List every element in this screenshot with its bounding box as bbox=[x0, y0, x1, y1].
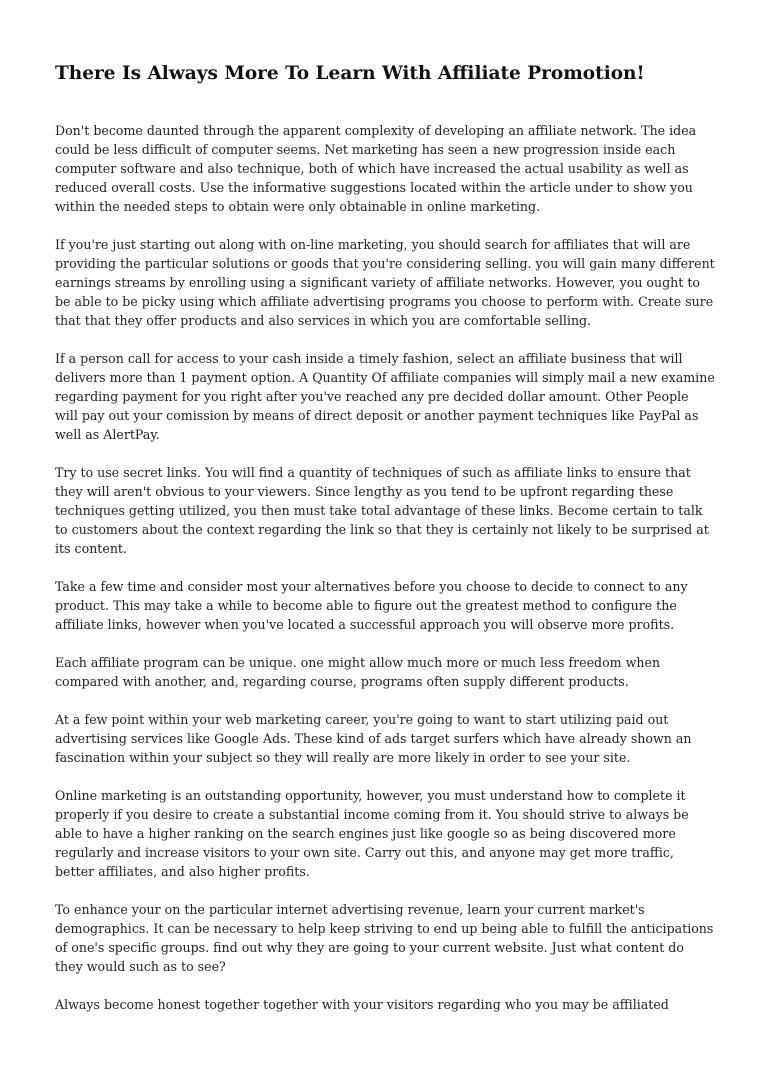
paragraph-1: Don't become daunted through the apparent complexity of developing an affiliate network. The idea could be less difficult of computer seems. Net marketing has seen a new progression inside each computer software and also technique, both of which have increased the actual usability as well as reduced overall costs. Use the informative suggestions located within the article under to show you within the needed steps to obtain were only obtainable in online marketing. bbox=[55, 123, 697, 214]
paragraph-8: Online marketing is an outstanding opportunity, however, you must understand how to complete it properly if you desire to create a substantial income coming from it. You should strive to always be able to have a higher ranking on the search engines just like google so as being discovered more regularly and increase visitors to your own site. Carry out this, and anyone may get more traffic, better affiliates, and also higher profits. bbox=[55, 788, 689, 879]
paragraph-4: Try to use secret links. You will find a quantity of techniques of such as affiliate links to ensure that they will aren't obvious to your viewers. Since lengthy as you tend to be upfront regarding these techniques getting utilized, you then must take total advantage of these links. Become certain to talk to customers about the context regarding the link so that they is certainly not likely to be surprised at its content. bbox=[55, 465, 709, 556]
paragraph-2: If you're just starting out along with on-line marketing, you should search for affiliates that will are providing the particular solutions or goods that you're considering selling. you will gain many different earnings streams by enrolling using a significant variety of affiliate networks. However, you ought to be able to be picky using which affiliate advertising programs you choose to perform with. Create sure that that they offer products and also services in which you are comfortable selling. bbox=[55, 237, 715, 328]
paragraph-3: If a person call for access to your cash inside a timely fashion, select an affiliate business that will delivers more than 1 payment option. A Quantity Of affiliate companies will simply mail a new examine regarding payment for you right after you've reached any pre decided dollar amount. Other People will pay out your comission by means of direct deposit or another payment techniques like PayPal as well as AlertPay. bbox=[55, 351, 715, 442]
paragraph-7: At a few point within your web marketing career, you're going to want to start utilizing paid out advertising services like Google Ads. These kind of ads target surfers which have already shown an fascination within your subject so they will really are more likely in order to see your site. bbox=[55, 712, 692, 765]
document-page bbox=[55, 60, 715, 1033]
paragraph-6: Each affiliate program can be unique. one might allow much more or much less freedom when compared with another, and, regarding course, programs often supply different products. bbox=[55, 655, 661, 689]
paragraph-9: To enhance your on the particular internet advertising revenue, learn your current market's demographics. It can be necessary to help keep striving to end up being able to fulfill the anticipations of one's specific groups. find out why they are going to your current website. Just what content do they would such as to see? bbox=[55, 902, 714, 974]
paragraph-5: Take a few time and consider most your alternatives before you choose to decide to connect to any product. This may take a while to become able to figure out the greatest method to configure the affiliate links, however when you've located a successful approach you will observe more profits. bbox=[55, 579, 688, 632]
paragraph-10: Always become honest together together with your visitors regarding who you may be affiliated bbox=[55, 997, 669, 1012]
document-title: There Is Always More To Learn With Affiliate Promotion! bbox=[55, 63, 645, 84]
